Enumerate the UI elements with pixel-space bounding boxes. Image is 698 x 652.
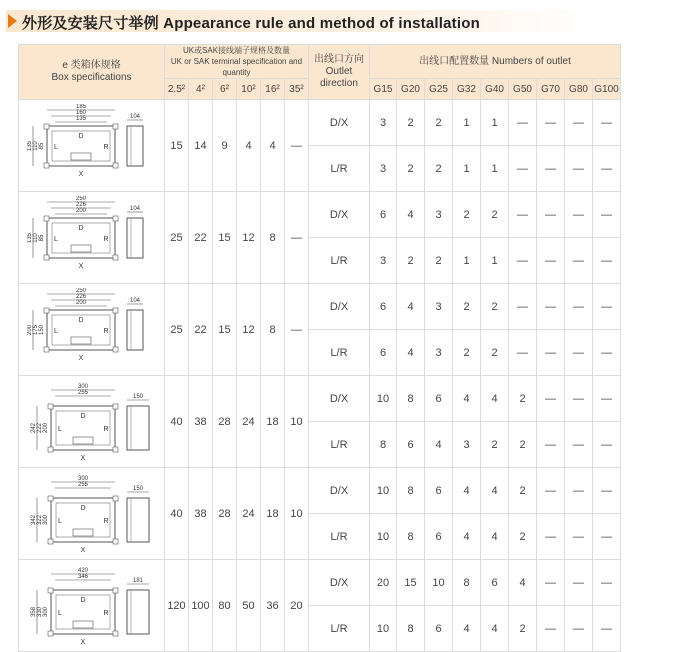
terminal-count: 38 xyxy=(189,468,213,560)
terminal-count: 22 xyxy=(189,284,213,376)
dim-w2: 226 xyxy=(75,201,86,208)
label-l: L xyxy=(53,327,58,335)
outlet-count: 10 xyxy=(370,468,397,514)
outlet-dir-cn: 出线口方向 xyxy=(314,54,364,65)
box-side xyxy=(127,126,143,166)
mount-ear xyxy=(44,308,49,313)
outlet-count: — xyxy=(537,330,565,376)
outlet-count: — xyxy=(509,238,537,284)
outlet-count: 6 xyxy=(370,284,397,330)
table-row xyxy=(19,560,621,606)
dim-w3: 200 xyxy=(75,299,86,306)
outlet-size-4: G40 xyxy=(481,79,509,100)
box-diagram-cell xyxy=(19,192,165,284)
terminal-header xyxy=(165,45,309,79)
outlet-count: 3 xyxy=(425,192,453,238)
outlet-count: 6 xyxy=(481,560,509,606)
dim-side: 150 xyxy=(132,393,143,400)
label-x: X xyxy=(80,546,85,554)
outlet-count: — xyxy=(593,146,621,192)
terminal-size-0: 2.5² xyxy=(165,79,189,100)
outlet-count: 2 xyxy=(481,284,509,330)
outlet-count: — xyxy=(537,238,565,284)
terminal-count: 8 xyxy=(261,192,285,284)
outlet-count: 8 xyxy=(397,468,425,514)
label-r: R xyxy=(102,425,109,433)
terminal-count: 50 xyxy=(237,560,261,652)
dim-w1: 185 xyxy=(75,103,86,110)
outlet-count: 6 xyxy=(370,330,397,376)
label-d: D xyxy=(79,412,86,420)
outlet-count: — xyxy=(593,422,621,468)
outlet-count: 2 xyxy=(397,238,425,284)
box-spec-en: Box specifications xyxy=(51,72,132,83)
dim-w1: 300 xyxy=(77,383,88,390)
label-d: D xyxy=(77,132,84,140)
outlet-size-1: G20 xyxy=(397,79,425,100)
outlet-count: 8 xyxy=(397,514,425,560)
outlet-direction: L/R xyxy=(309,606,370,652)
dim-side: 150 xyxy=(132,485,143,492)
outlet-direction: D/X xyxy=(309,192,370,238)
label-d: D xyxy=(77,224,84,232)
label-x: X xyxy=(78,262,83,270)
outlet-direction: D/X xyxy=(309,100,370,146)
dim-side: 181 xyxy=(132,577,143,584)
outlet-count: — xyxy=(537,376,565,422)
outlet-count: — xyxy=(509,146,537,192)
dim-h3: 300 xyxy=(42,514,49,525)
box-side xyxy=(127,218,143,258)
terminal-count: 15 xyxy=(213,284,237,376)
page-title: 外形及安装尺寸举例 Appearance rule and method of installation xyxy=(22,15,480,32)
outlet-count: — xyxy=(565,100,593,146)
terminal-size-4: 16² xyxy=(261,79,285,100)
outlet-count: — xyxy=(593,330,621,376)
outlet-count: 4 xyxy=(397,284,425,330)
outlet-count: 2 xyxy=(509,468,537,514)
mount-ear xyxy=(113,404,118,409)
outlet-count: 2 xyxy=(453,330,481,376)
terminal-count: 18 xyxy=(261,376,285,468)
dim-h1: 200 xyxy=(26,324,33,335)
outlet-size-2: G25 xyxy=(425,79,453,100)
dim-side: 104 xyxy=(129,205,140,212)
terminal-count: 40 xyxy=(165,376,189,468)
mount-ear xyxy=(44,216,49,221)
terminal-count: 4 xyxy=(237,100,261,192)
label-x: X xyxy=(80,638,85,646)
dim-h1: 242 xyxy=(30,422,37,433)
terminal-count: — xyxy=(285,284,309,376)
outlet-count: — xyxy=(537,468,565,514)
outlet-count: 8 xyxy=(397,606,425,652)
outlet-size-7: G80 xyxy=(565,79,593,100)
box-diagram xyxy=(27,104,157,188)
outlet-count: — xyxy=(537,422,565,468)
outlet-size-5: G50 xyxy=(509,79,537,100)
box-diagram-cell xyxy=(19,468,165,560)
terminal-count: 120 xyxy=(165,560,189,652)
outlet-count: — xyxy=(565,330,593,376)
dim-h2: 330 xyxy=(36,606,43,617)
outlet-count: — xyxy=(565,284,593,330)
dim-h3: 200 xyxy=(42,422,49,433)
outlet-direction: D/X xyxy=(309,560,370,606)
outlet-count: 2 xyxy=(453,192,481,238)
mount-ear xyxy=(44,124,49,129)
mount-ear xyxy=(113,588,118,593)
outlet-count: 2 xyxy=(453,284,481,330)
outlet-count: 20 xyxy=(370,560,397,606)
outlet-count: — xyxy=(565,560,593,606)
outlet-count: 15 xyxy=(397,560,425,606)
mount-ear xyxy=(48,631,53,636)
mount-ear xyxy=(113,539,118,544)
mount-ear xyxy=(44,255,49,260)
terminal-cn: UK或SAK接线端子规格及数量 xyxy=(182,46,291,55)
dim-h2: 222 xyxy=(36,422,43,433)
outlet-dir-header xyxy=(309,45,370,100)
dim-h2: 175 xyxy=(32,324,39,335)
outlet-count: — xyxy=(593,560,621,606)
outlet-count: 10 xyxy=(370,514,397,560)
label-x: X xyxy=(78,170,83,178)
outlet-count: 2 xyxy=(425,146,453,192)
outlet-direction: L/R xyxy=(309,238,370,284)
outlet-count: — xyxy=(509,284,537,330)
mount-ear xyxy=(48,496,53,501)
mount-ear xyxy=(48,404,53,409)
outlet-count: 4 xyxy=(509,560,537,606)
outlet-count: 4 xyxy=(481,514,509,560)
outlet-count: — xyxy=(593,376,621,422)
outlet-count: 6 xyxy=(425,468,453,514)
label-r: R xyxy=(102,143,109,151)
terminal-size-1: 4² xyxy=(189,79,213,100)
outlet-count: 4 xyxy=(453,468,481,514)
outlet-count: — xyxy=(537,606,565,652)
outlet-count: — xyxy=(537,146,565,192)
dim-h1: 358 xyxy=(30,606,37,617)
box-side xyxy=(127,310,143,350)
outlet-count: 4 xyxy=(481,468,509,514)
outlet-count: — xyxy=(565,238,593,284)
label-l: L xyxy=(53,143,58,151)
outlet-count: — xyxy=(593,606,621,652)
outlet-count: — xyxy=(509,100,537,146)
table-row xyxy=(19,100,621,146)
terminal-count: 38 xyxy=(189,376,213,468)
label-x: X xyxy=(80,454,85,462)
outlet-count: 3 xyxy=(370,238,397,284)
outlet-size-0: G15 xyxy=(370,79,397,100)
outlet-count: 6 xyxy=(425,376,453,422)
outlet-count: — xyxy=(565,606,593,652)
outlet-direction: L/R xyxy=(309,514,370,560)
mount-ear xyxy=(48,539,53,544)
outlet-count: 1 xyxy=(481,100,509,146)
outlet-count: 8 xyxy=(453,560,481,606)
outlet-count: — xyxy=(565,146,593,192)
dim-w1: 250 xyxy=(75,195,86,202)
box-spec-header xyxy=(19,45,165,100)
outlet-count: 1 xyxy=(481,146,509,192)
terminal-count: 24 xyxy=(237,376,261,468)
terminal-count: — xyxy=(285,192,309,284)
outlet-count: 10 xyxy=(370,606,397,652)
label-r: R xyxy=(102,517,109,525)
dim-w2: 160 xyxy=(75,109,86,116)
mount-ear xyxy=(113,347,118,352)
outlet-count: — xyxy=(537,284,565,330)
dim-h2: 110 xyxy=(32,232,39,243)
outlet-count: — xyxy=(565,422,593,468)
box-diagram xyxy=(27,380,157,464)
outlet-count: — xyxy=(565,468,593,514)
dim-h3: 150 xyxy=(38,324,45,335)
label-l: L xyxy=(57,609,62,617)
dim-w2: 346 xyxy=(77,573,88,580)
terminal-count: 24 xyxy=(237,468,261,560)
outlet-count: — xyxy=(593,468,621,514)
terminal-count: 15 xyxy=(165,100,189,192)
outlet-count: 4 xyxy=(453,514,481,560)
outlet-direction: L/R xyxy=(309,146,370,192)
terminal-count: 10 xyxy=(285,376,309,468)
label-l: L xyxy=(57,517,62,525)
outlet-count: 6 xyxy=(397,422,425,468)
box-diagram-cell xyxy=(19,284,165,376)
mount-ear xyxy=(113,216,118,221)
dim-w1: 420 xyxy=(77,567,88,574)
label-d: D xyxy=(79,504,86,512)
terminal-count: 28 xyxy=(213,468,237,560)
box-diagram xyxy=(27,196,157,280)
outlet-count: 10 xyxy=(425,560,453,606)
outlet-count: — xyxy=(593,192,621,238)
label-x: X xyxy=(78,354,83,362)
terminal-count: 40 xyxy=(165,468,189,560)
dim-w2: 255 xyxy=(77,481,88,488)
terminal-size-2: 6² xyxy=(213,79,237,100)
title-bar xyxy=(0,0,698,40)
terminal-count: 80 xyxy=(213,560,237,652)
outlet-count: 2 xyxy=(397,146,425,192)
box-side xyxy=(127,498,149,542)
box-side xyxy=(127,406,149,450)
outlet-count: 10 xyxy=(370,376,397,422)
outlet-count: — xyxy=(565,514,593,560)
dim-h3: 85 xyxy=(38,234,45,241)
outlet-count: 2 xyxy=(509,514,537,560)
outlet-count: 8 xyxy=(370,422,397,468)
outlet-count: 6 xyxy=(425,514,453,560)
box-diagram xyxy=(27,288,157,372)
outlet-count: 8 xyxy=(397,376,425,422)
outlet-count: 3 xyxy=(453,422,481,468)
terminal-count: 25 xyxy=(165,192,189,284)
outlet-count: 6 xyxy=(425,606,453,652)
label-r: R xyxy=(102,609,109,617)
terminal-count: 25 xyxy=(165,284,189,376)
dim-h1: 135 xyxy=(26,140,33,151)
outlet-count: 2 xyxy=(509,606,537,652)
outlet-count: 2 xyxy=(425,238,453,284)
outlet-count: 2 xyxy=(481,192,509,238)
outlet-count: 4 xyxy=(453,606,481,652)
terminal-count: 10 xyxy=(285,468,309,560)
outlet-count: 1 xyxy=(453,238,481,284)
outlet-count: — xyxy=(593,238,621,284)
outlet-size-8: G100 xyxy=(593,79,621,100)
box-diagram xyxy=(27,472,157,556)
outlet-count: 4 xyxy=(453,376,481,422)
outlet-size-3: G32 xyxy=(453,79,481,100)
outlet-count: 4 xyxy=(397,330,425,376)
terminal-count: 9 xyxy=(213,100,237,192)
table-row xyxy=(19,284,621,330)
box-spec-cn: e 类箱体规格 xyxy=(62,60,121,71)
table-row xyxy=(19,468,621,514)
terminal-count: 14 xyxy=(189,100,213,192)
outlet-count: 6 xyxy=(370,192,397,238)
label-l: L xyxy=(53,235,58,243)
outlet-direction: D/X xyxy=(309,284,370,330)
dim-h3: 85 xyxy=(38,142,45,149)
spec-table xyxy=(18,44,621,652)
label-r: R xyxy=(102,327,109,335)
dim-w3: 135 xyxy=(75,115,86,122)
outlet-count: 3 xyxy=(425,284,453,330)
table-row xyxy=(19,376,621,422)
dim-h2: 322 xyxy=(36,514,43,525)
dim-w2: 255 xyxy=(77,389,88,396)
outlet-count: 2 xyxy=(509,376,537,422)
outlet-count: 2 xyxy=(481,330,509,376)
terminal-count: 100 xyxy=(189,560,213,652)
dim-w1: 250 xyxy=(75,287,86,294)
outlet-count: 3 xyxy=(370,146,397,192)
mount-ear xyxy=(113,124,118,129)
outlet-count: 2 xyxy=(397,100,425,146)
table-row xyxy=(19,192,621,238)
mount-ear xyxy=(113,308,118,313)
outlet-count: 2 xyxy=(509,422,537,468)
terminal-count: 12 xyxy=(237,284,261,376)
dim-w3: 200 xyxy=(75,207,86,214)
outlet-count: — xyxy=(537,560,565,606)
mount-ear xyxy=(44,163,49,168)
dim-side: 104 xyxy=(129,113,140,120)
terminal-size-3: 10² xyxy=(237,79,261,100)
box-side xyxy=(127,590,149,634)
box-diagram-cell xyxy=(19,560,165,652)
outlet-count: 3 xyxy=(370,100,397,146)
outlet-dir-en: Outlet direction xyxy=(320,66,358,89)
title-marker-icon xyxy=(8,14,17,28)
outlet-direction: D/X xyxy=(309,468,370,514)
terminal-count: 8 xyxy=(261,284,285,376)
outlet-count: 4 xyxy=(397,192,425,238)
outlet-count: — xyxy=(509,192,537,238)
terminal-size-5: 35² xyxy=(285,79,309,100)
outlet-num-header: 出线口配置数量 Numbers of outlet xyxy=(370,45,621,79)
mount-ear xyxy=(113,163,118,168)
outlet-count: — xyxy=(537,514,565,560)
terminal-count: 15 xyxy=(213,192,237,284)
outlet-direction: L/R xyxy=(309,422,370,468)
terminal-count: 20 xyxy=(285,560,309,652)
outlet-count: 1 xyxy=(453,146,481,192)
dim-h2: 110 xyxy=(32,140,39,151)
outlet-count: 4 xyxy=(481,376,509,422)
terminal-count: 18 xyxy=(261,468,285,560)
label-r: R xyxy=(102,235,109,243)
outlet-count: 2 xyxy=(481,422,509,468)
outlet-count: 3 xyxy=(425,330,453,376)
terminal-count: 36 xyxy=(261,560,285,652)
dim-w1: 300 xyxy=(77,475,88,482)
outlet-count: — xyxy=(593,514,621,560)
outlet-count: — xyxy=(509,330,537,376)
outlet-size-6: G70 xyxy=(537,79,565,100)
mount-ear xyxy=(44,347,49,352)
dim-h1: 135 xyxy=(26,232,33,243)
outlet-count: — xyxy=(537,100,565,146)
label-d: D xyxy=(79,596,86,604)
outlet-count: 4 xyxy=(425,422,453,468)
outlet-count: — xyxy=(593,100,621,146)
outlet-count: — xyxy=(565,192,593,238)
label-l: L xyxy=(57,425,62,433)
box-diagram-cell xyxy=(19,376,165,468)
terminal-count: — xyxy=(285,100,309,192)
mount-ear xyxy=(48,447,53,452)
mount-ear xyxy=(113,631,118,636)
outlet-count: 4 xyxy=(481,606,509,652)
dim-h1: 342 xyxy=(30,514,37,525)
label-d: D xyxy=(77,316,84,324)
outlet-count: 2 xyxy=(425,100,453,146)
outlet-count: — xyxy=(537,192,565,238)
outlet-count: 1 xyxy=(453,100,481,146)
dim-w2: 226 xyxy=(75,293,86,300)
dim-h3: 300 xyxy=(42,606,49,617)
dim-side: 104 xyxy=(129,297,140,304)
outlet-direction: D/X xyxy=(309,376,370,422)
outlet-count: 1 xyxy=(481,238,509,284)
terminal-count: 12 xyxy=(237,192,261,284)
mount-ear xyxy=(48,588,53,593)
terminal-en: UK or SAK terminal specification and quantity xyxy=(170,57,303,77)
mount-ear xyxy=(113,447,118,452)
mount-ear xyxy=(113,496,118,501)
terminal-count: 28 xyxy=(213,376,237,468)
terminal-count: 22 xyxy=(189,192,213,284)
outlet-count: — xyxy=(593,284,621,330)
mount-ear xyxy=(113,255,118,260)
box-diagram xyxy=(27,564,157,648)
terminal-count: 4 xyxy=(261,100,285,192)
outlet-count: — xyxy=(565,376,593,422)
box-diagram-cell xyxy=(19,100,165,192)
outlet-direction: L/R xyxy=(309,330,370,376)
